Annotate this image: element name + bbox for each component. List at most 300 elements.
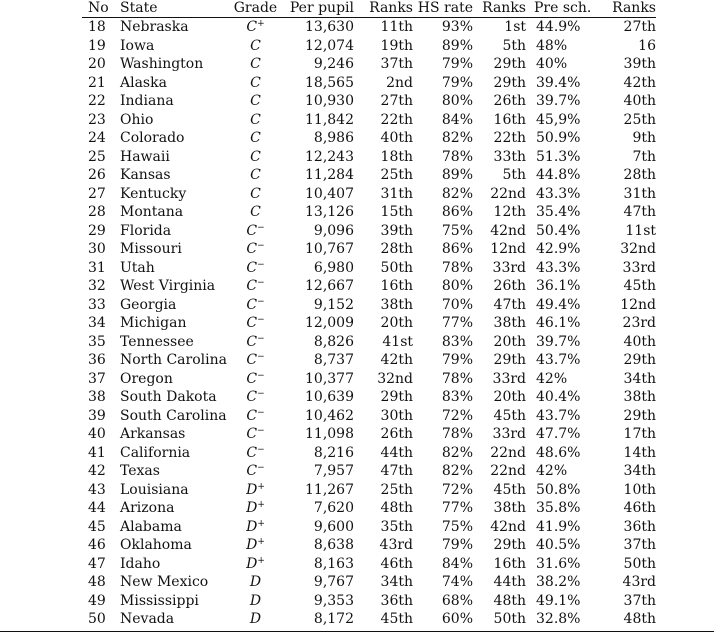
- cell-rank-pre-school: 16: [638, 37, 656, 54]
- cell-grade: [228, 314, 283, 333]
- table-row: [82, 240, 656, 259]
- cell-hs-rate: 79%: [441, 537, 473, 553]
- cell-state: Colorado: [120, 130, 185, 146]
- table-row: [82, 259, 656, 278]
- cell-rank-per-pupil: 16th: [380, 278, 413, 294]
- cell-per-pupil: 13,630: [305, 19, 354, 35]
- cell-no: 28: [88, 204, 106, 220]
- cell-state: South Dakota: [120, 389, 217, 405]
- cell-per-pupil: 10,377: [305, 370, 354, 387]
- cell-grade: [228, 499, 283, 518]
- grade-letter: D: [249, 592, 262, 609]
- cell-hs-rate: 82%: [441, 444, 473, 461]
- cell-rank-per-pupil: 50th: [380, 259, 413, 276]
- cell-pre-school: 39.4%: [536, 74, 581, 91]
- cell-pre-school: 32.8%: [536, 611, 581, 627]
- grade-letter: C: [250, 148, 261, 165]
- cell-grade: [228, 351, 283, 370]
- cell-hs-rate: 72%: [441, 481, 473, 498]
- cell-state: Utah: [120, 259, 155, 276]
- cell-rank-pre-school: 9th: [632, 130, 656, 146]
- cell-pre-school: 49.1%: [536, 592, 581, 609]
- cell-rank-pre-school: 37th: [623, 592, 656, 609]
- grade-letter: C: [246, 259, 258, 276]
- cell-hs-rate: 68%: [441, 592, 473, 609]
- cell-rank-pre-school: 29th: [623, 407, 656, 424]
- cell-per-pupil: 8,737: [313, 352, 354, 368]
- header-ranks-per-pupil: Ranks: [354, 0, 413, 18]
- cell-per-pupil: 7,620: [313, 500, 354, 516]
- cell-no: 37: [88, 370, 106, 387]
- cell-pre-school: 42.9%: [536, 241, 581, 257]
- cell-rank-hs-rate: 22th: [493, 130, 526, 146]
- cell-no: 35: [88, 333, 106, 350]
- cell-no: 27: [88, 185, 106, 202]
- cell-rank-hs-rate: 42nd: [490, 518, 526, 535]
- table-row: [82, 370, 656, 389]
- cell-pre-school: 31.6%: [536, 555, 581, 572]
- cell-no: 47: [88, 555, 106, 572]
- cell-per-pupil: 8,216: [313, 444, 354, 461]
- table-row: [82, 444, 656, 463]
- cell-hs-rate: 82%: [441, 185, 473, 202]
- grade-modifier: −: [257, 389, 265, 399]
- cell-rank-hs-rate: 47th: [493, 296, 526, 313]
- table-row: [82, 37, 656, 56]
- cell-hs-rate: 86%: [441, 241, 473, 257]
- table-row: [82, 55, 656, 74]
- cell-rank-pre-school: 34th: [623, 463, 656, 479]
- grade-letter: D: [246, 500, 258, 516]
- cell-no: 32: [88, 278, 106, 294]
- cell-rank-pre-school: 27th: [623, 19, 656, 35]
- cell-rank-pre-school: 14th: [623, 444, 656, 461]
- cell-pre-school: 35.8%: [536, 500, 581, 516]
- cell-per-pupil: 8,986: [313, 130, 354, 146]
- cell-rank-per-pupil: 11th: [380, 19, 413, 35]
- cell-grade: [228, 407, 283, 426]
- cell-rank-hs-rate: 12th: [493, 204, 526, 220]
- header-row: [82, 0, 656, 18]
- header-pre-school: Pre sch.: [526, 0, 593, 18]
- cell-hs-rate: 89%: [441, 167, 473, 183]
- cell-rank-pre-school: 46th: [623, 500, 656, 516]
- grade-letter: C: [246, 370, 258, 387]
- grade-letter: C: [246, 296, 258, 313]
- cell-hs-rate: 72%: [441, 407, 473, 424]
- cell-hs-rate: 82%: [441, 463, 473, 479]
- cell-rank-hs-rate: 1st: [504, 19, 526, 35]
- cell-grade: [228, 296, 283, 315]
- cell-hs-rate: 80%: [441, 278, 473, 294]
- cell-state: Texas: [120, 463, 160, 479]
- grade-modifier: +: [257, 19, 265, 29]
- cell-grade: [228, 166, 283, 185]
- table-row: [82, 185, 656, 204]
- cell-rank-pre-school: 17th: [623, 426, 656, 442]
- cell-no: 23: [88, 111, 106, 128]
- cell-grade: [228, 462, 283, 481]
- grade-letter: C: [250, 185, 261, 202]
- cell-hs-rate: 84%: [441, 555, 473, 572]
- table-row: [82, 555, 656, 574]
- cell-rank-per-pupil: 20th: [380, 315, 413, 331]
- cell-per-pupil: 10,639: [305, 389, 354, 405]
- grade-letter: C: [250, 167, 261, 183]
- grade-modifier: −: [257, 370, 265, 381]
- state-education-ranking-table: [82, 0, 656, 629]
- cell-rank-pre-school: 34th: [623, 370, 656, 387]
- cell-rank-hs-rate: 22nd: [490, 444, 526, 461]
- cell-no: 36: [88, 352, 106, 368]
- grade-letter: C: [250, 74, 261, 91]
- cell-rank-hs-rate: 42nd: [490, 222, 526, 239]
- table-row: [82, 314, 656, 333]
- cell-per-pupil: 12,009: [305, 315, 354, 331]
- cell-rank-per-pupil: 25th: [380, 167, 413, 183]
- table-row: [82, 92, 656, 111]
- cell-rank-pre-school: 43rd: [622, 574, 656, 590]
- cell-grade: [228, 222, 283, 241]
- cell-rank-pre-school: 39th: [623, 56, 656, 72]
- table-row: [82, 18, 656, 37]
- cell-per-pupil: 6,980: [313, 259, 354, 276]
- grade-letter: C: [250, 56, 261, 72]
- grade-modifier: +: [257, 537, 265, 547]
- table-row: [82, 388, 656, 407]
- cell-rank-hs-rate: 29th: [493, 56, 526, 72]
- cell-rank-pre-school: 31th: [623, 185, 656, 202]
- cell-hs-rate: 60%: [441, 611, 473, 627]
- grade-modifier: −: [257, 241, 265, 251]
- grade-letter: C: [246, 389, 258, 405]
- cell-rank-per-pupil: 40th: [380, 130, 413, 146]
- cell-no: 20: [88, 56, 106, 72]
- cell-per-pupil: 11,098: [305, 426, 354, 442]
- cell-per-pupil: 7,957: [313, 463, 354, 479]
- grade-letter: C: [250, 204, 261, 220]
- cell-no: 24: [88, 130, 106, 146]
- cell-rank-per-pupil: 18th: [380, 148, 413, 165]
- cell-grade: [228, 185, 283, 204]
- cell-grade: [228, 259, 283, 278]
- cell-pre-school: 46.1%: [536, 315, 581, 331]
- cell-rank-per-pupil: 26th: [380, 426, 413, 442]
- cell-pre-school: 50.8%: [536, 481, 581, 498]
- cell-no: 39: [88, 407, 106, 424]
- cell-state: Arizona: [120, 500, 175, 516]
- cell-hs-rate: 80%: [441, 93, 473, 109]
- cell-no: 50: [88, 611, 106, 627]
- grade-letter: C: [246, 278, 258, 294]
- cell-rank-hs-rate: 48th: [493, 592, 526, 609]
- cell-rank-hs-rate: 26th: [493, 278, 526, 294]
- cell-hs-rate: 74%: [441, 574, 473, 590]
- cell-hs-rate: 83%: [441, 389, 473, 405]
- cell-hs-rate: 75%: [441, 222, 473, 239]
- cell-hs-rate: 79%: [441, 352, 473, 368]
- cell-pre-school: 44.9%: [536, 19, 581, 35]
- cell-no: 29: [88, 222, 106, 239]
- cell-rank-pre-school: 45th: [623, 278, 656, 294]
- cell-rank-pre-school: 28th: [623, 167, 656, 183]
- cell-rank-hs-rate: 12nd: [490, 241, 526, 257]
- cell-no: 19: [88, 37, 106, 54]
- grade-letter: C: [250, 37, 261, 54]
- cell-rank-pre-school: 33rd: [622, 259, 656, 276]
- cell-grade: [228, 240, 283, 259]
- table-row: [82, 111, 656, 130]
- cell-pre-school: 44.8%: [536, 167, 581, 183]
- cell-grade: [228, 92, 283, 111]
- cell-per-pupil: 8,172: [313, 611, 354, 627]
- table-row: [82, 166, 656, 185]
- cell-per-pupil: 10,407: [305, 185, 354, 202]
- cell-hs-rate: 86%: [441, 204, 473, 220]
- cell-rank-pre-school: 48th: [623, 611, 656, 627]
- cell-grade: [228, 333, 283, 352]
- cell-per-pupil: 8,826: [313, 333, 354, 350]
- cell-per-pupil: 12,074: [305, 37, 354, 54]
- cell-state: Alabama: [120, 518, 182, 535]
- cell-pre-school: 50.4%: [536, 222, 581, 239]
- cell-state: Washington: [120, 56, 204, 72]
- grade-modifier: −: [257, 222, 265, 233]
- cell-rank-hs-rate: 38th: [493, 315, 526, 331]
- grade-modifier: −: [257, 407, 265, 418]
- cell-per-pupil: 18,565: [305, 74, 354, 91]
- cell-rank-per-pupil: 47th: [380, 463, 413, 479]
- cell-pre-school: 47.7%: [536, 426, 581, 442]
- cell-state: North Carolina: [120, 352, 227, 368]
- table-row: [82, 351, 656, 370]
- cell-rank-hs-rate: 33rd: [492, 370, 526, 387]
- cell-state: Montana: [120, 204, 184, 220]
- grade-letter: C: [246, 241, 258, 257]
- cell-state: Alaska: [120, 74, 167, 91]
- cell-rank-pre-school: 23rd: [622, 315, 656, 331]
- cell-rank-per-pupil: 48th: [380, 500, 413, 516]
- cell-rank-per-pupil: 42th: [380, 352, 413, 368]
- cell-pre-school: 42%: [536, 370, 568, 387]
- table-row: [82, 573, 656, 592]
- cell-hs-rate: 82%: [441, 130, 473, 146]
- cell-rank-hs-rate: 38th: [493, 500, 526, 516]
- cell-no: 44: [88, 500, 106, 516]
- cell-state: Hawaii: [120, 148, 170, 165]
- table-row: [82, 499, 656, 518]
- cell-rank-hs-rate: 16th: [493, 111, 526, 128]
- cell-hs-rate: 78%: [441, 259, 473, 276]
- cell-state: Florida: [120, 222, 172, 239]
- table-row: [82, 333, 656, 352]
- cell-per-pupil: 11,842: [305, 111, 354, 128]
- cell-per-pupil: 9,767: [313, 574, 354, 590]
- grade-letter: D: [246, 537, 258, 553]
- cell-rank-pre-school: 25th: [623, 111, 656, 128]
- cell-per-pupil: 10,930: [305, 93, 354, 109]
- cell-grade: [228, 277, 283, 296]
- cell-no: 33: [88, 296, 106, 313]
- cell-pre-school: 40.4%: [536, 389, 581, 405]
- cell-grade: [228, 592, 283, 611]
- cell-pre-school: 41.9%: [536, 518, 581, 535]
- cell-no: 30: [88, 241, 106, 257]
- grade-letter: C: [246, 333, 258, 350]
- cell-pre-school: 42%: [536, 463, 568, 479]
- cell-hs-rate: 77%: [441, 315, 473, 331]
- grade-letter: C: [250, 111, 261, 128]
- cell-grade: [228, 555, 283, 574]
- cell-per-pupil: 9,096: [313, 222, 354, 239]
- cell-hs-rate: 78%: [441, 426, 473, 442]
- header-per-pupil: Per pupil: [283, 0, 354, 18]
- cell-rank-per-pupil: 38th: [380, 296, 413, 313]
- cell-rank-pre-school: 42th: [623, 74, 656, 91]
- cell-grade: [228, 425, 283, 444]
- cell-rank-hs-rate: 45th: [493, 481, 526, 498]
- cell-grade: [228, 444, 283, 463]
- cell-rank-per-pupil: 41st: [382, 333, 413, 350]
- cell-per-pupil: 9,353: [313, 592, 354, 609]
- cell-hs-rate: 83%: [441, 333, 473, 350]
- grade-letter: C: [250, 93, 261, 109]
- cell-rank-per-pupil: 46th: [380, 555, 413, 572]
- cell-state: Michigan: [120, 315, 187, 331]
- grade-modifier: +: [257, 555, 265, 566]
- cell-rank-pre-school: 29th: [623, 352, 656, 368]
- cell-rank-pre-school: 12nd: [620, 296, 656, 313]
- grade-modifier: +: [257, 500, 265, 510]
- cell-rank-pre-school: 7th: [632, 148, 656, 165]
- cell-rank-pre-school: 11st: [625, 222, 656, 239]
- table-row: [82, 610, 656, 629]
- grade-letter: C: [246, 352, 258, 368]
- table-row: [82, 277, 656, 296]
- cell-state: West Virginia: [120, 278, 216, 294]
- cell-rank-per-pupil: 36th: [380, 592, 413, 609]
- cell-rank-pre-school: 40th: [623, 333, 656, 350]
- cell-hs-rate: 78%: [441, 148, 473, 165]
- grade-letter: C: [250, 130, 261, 146]
- cell-no: 42: [88, 463, 106, 479]
- header-grade: Grade: [228, 0, 283, 18]
- cell-rank-per-pupil: 28th: [380, 241, 413, 257]
- cell-rank-per-pupil: 22th: [380, 111, 413, 128]
- grade-letter: C: [246, 19, 258, 35]
- cell-per-pupil: 8,163: [313, 555, 354, 572]
- cell-rank-hs-rate: 29th: [493, 537, 526, 553]
- cell-hs-rate: 89%: [441, 37, 473, 54]
- cell-per-pupil: 11,267: [305, 481, 354, 498]
- table-row: [82, 481, 656, 500]
- cell-pre-school: 45,9%: [536, 111, 581, 128]
- cell-state: Ohio: [120, 111, 154, 128]
- cell-state: Georgia: [120, 296, 177, 313]
- grade-modifier: +: [257, 481, 265, 492]
- cell-rank-per-pupil: 45th: [380, 611, 413, 627]
- cell-rank-pre-school: 37th: [623, 537, 656, 553]
- cell-rank-hs-rate: 5th: [502, 37, 526, 54]
- cell-state: Nebraska: [120, 19, 189, 35]
- cell-grade: [228, 55, 283, 74]
- cell-pre-school: 43.7%: [536, 352, 581, 368]
- grade-letter: C: [246, 463, 258, 479]
- cell-per-pupil: 9,600: [313, 518, 354, 535]
- cell-state: Arkansas: [120, 426, 186, 442]
- cell-rank-per-pupil: 27th: [380, 93, 413, 109]
- grade-modifier: −: [257, 463, 265, 473]
- grade-letter: C: [246, 222, 258, 239]
- grade-modifier: +: [257, 518, 265, 529]
- cell-pre-school: 40%: [536, 56, 568, 72]
- cell-hs-rate: 77%: [441, 500, 473, 516]
- cell-pre-school: 38.2%: [536, 574, 581, 590]
- cell-rank-hs-rate: 33th: [493, 148, 526, 165]
- grade-letter: C: [246, 407, 258, 424]
- cell-no: 18: [88, 19, 106, 35]
- grade-letter: C: [246, 315, 258, 331]
- cell-pre-school: 48%: [536, 37, 568, 54]
- grade-letter: D: [249, 574, 262, 590]
- cell-rank-pre-school: 38th: [623, 389, 656, 405]
- cell-hs-rate: 79%: [441, 74, 473, 91]
- cell-no: 34: [88, 315, 106, 331]
- cell-rank-hs-rate: 16th: [493, 555, 526, 572]
- cell-pre-school: 40.5%: [536, 537, 581, 553]
- cell-rank-per-pupil: 31th: [380, 185, 413, 202]
- cell-grade: [228, 111, 283, 130]
- cell-state: South Carolina: [120, 407, 227, 424]
- cell-rank-hs-rate: 33rd: [492, 426, 526, 442]
- header-hs-rate: HS rate: [413, 0, 473, 18]
- cell-grade: [228, 203, 283, 222]
- cell-no: 26: [88, 167, 106, 183]
- cell-hs-rate: 79%: [441, 56, 473, 72]
- cell-grade: [228, 573, 283, 592]
- cell-rank-pre-school: 40th: [623, 93, 656, 109]
- cell-pre-school: 50.9%: [536, 130, 581, 146]
- cell-no: 31: [88, 259, 106, 276]
- cell-grade: [228, 610, 283, 629]
- header-ranks-hs-rate: Ranks: [473, 0, 526, 18]
- cell-grade: [228, 388, 283, 407]
- cell-no: 41: [88, 444, 106, 461]
- grade-letter: D: [246, 555, 258, 572]
- cell-rank-per-pupil: 43rd: [379, 537, 413, 553]
- cell-rank-per-pupil: 34th: [380, 574, 413, 590]
- header-no: No: [82, 0, 118, 18]
- cell-per-pupil: 10,462: [305, 407, 354, 424]
- cell-rank-hs-rate: 20th: [493, 333, 526, 350]
- cell-state: Oregon: [120, 370, 173, 387]
- cell-state: Tennessee: [120, 333, 194, 350]
- grade-modifier: −: [257, 352, 265, 362]
- cell-grade: [228, 370, 283, 389]
- cell-pre-school: 48.6%: [536, 444, 581, 461]
- cell-per-pupil: 8,638: [313, 537, 354, 553]
- cell-state: Kansas: [120, 167, 171, 183]
- cell-no: 38: [88, 389, 106, 405]
- cell-rank-hs-rate: 26th: [493, 93, 526, 109]
- cell-per-pupil: 9,152: [313, 296, 354, 313]
- cell-per-pupil: 12,667: [305, 278, 354, 294]
- grade-letter: D: [246, 518, 258, 535]
- cell-rank-per-pupil: 30th: [380, 407, 413, 424]
- bottom-rule: [0, 631, 714, 632]
- cell-rank-per-pupil: 29th: [380, 389, 413, 405]
- cell-state: Indiana: [120, 93, 174, 109]
